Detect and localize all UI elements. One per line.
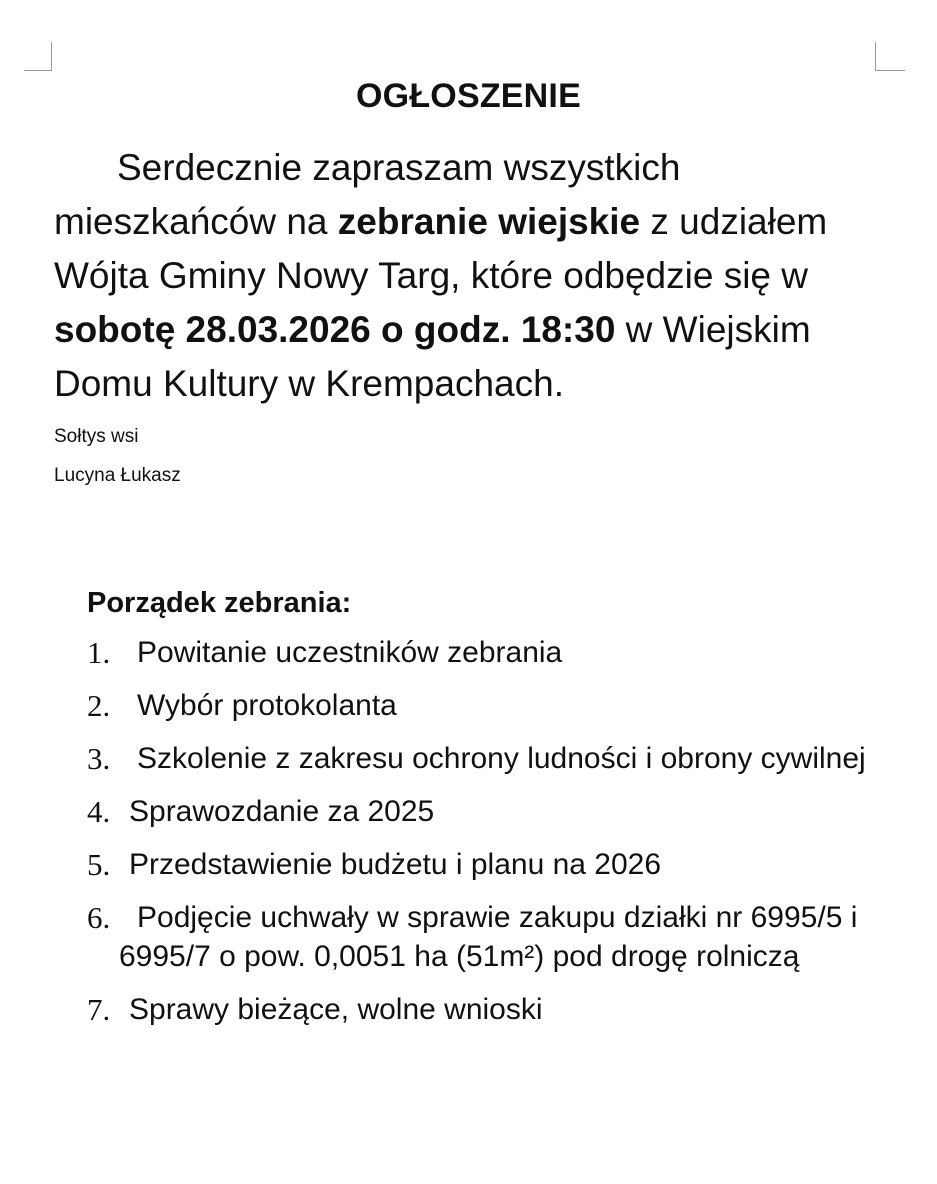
agenda-heading: Porządek zebrania: [87, 587, 352, 619]
agenda-list [0, 633, 937, 1043]
meeting-type: zebranie wiejskie [337, 201, 641, 242]
intro-text-3: w Wiejskim Domu Kultury w Krempachach. [54, 309, 811, 404]
signature-name: Lucyna Łukasz [54, 465, 181, 486]
meeting-date-time: sobotę 28.03.2026 o godz. 18:30 [54, 309, 616, 350]
agenda-item-text: Sprawy bieżące, wolne wnioski [129, 993, 543, 1026]
agenda-item-number: 7. [87, 992, 111, 1027]
agenda-item-text: Wybór protokolanta [137, 689, 397, 722]
agenda-item [0, 898, 879, 976]
agenda-item [0, 990, 879, 1029]
signature-role: Sołtys wsi [54, 426, 139, 447]
agenda-item-text: Szkolenie z zakresu ochrony ludności i obrony cywilnej [137, 742, 866, 775]
agenda-item [0, 686, 879, 725]
document-title: OGŁOSZENIE [356, 77, 581, 115]
agenda-item-number: 4. [87, 794, 111, 829]
agenda-item [0, 633, 879, 672]
agenda-item-number: 2. [87, 688, 111, 723]
agenda-item-number: 6. [87, 900, 111, 935]
agenda-item-number: 5. [87, 847, 111, 882]
page-corner-mark-top-right [875, 42, 905, 71]
agenda-item-text: Podjęcie uchwały w sprawie zakupu działki nr 6995/5 i 6995/7 o pow. 0,0051 ha (51m²) pod drogę rolniczą [119, 901, 858, 973]
agenda-item [0, 739, 879, 778]
agenda-item-text: Powitanie uczestników zebrania [137, 636, 563, 669]
agenda-item [0, 845, 879, 884]
agenda-item [0, 792, 879, 831]
agenda-item-text: Sprawozdanie za 2025 [129, 795, 435, 828]
announcement-paragraph [54, 141, 884, 411]
intro-text-1: Serdecznie zapraszam wszystkich mieszkańców na [54, 147, 681, 242]
agenda-item-text: Przedstawienie budżetu i planu na 2026 [129, 848, 662, 881]
agenda-item-number: 1. [87, 635, 111, 670]
agenda-item-number: 3. [87, 741, 111, 776]
page-corner-mark-top-left [24, 42, 52, 71]
intro-text-2: z udziałem Wójta Gminy Nowy Targ, które odbędzie się w [54, 201, 828, 296]
